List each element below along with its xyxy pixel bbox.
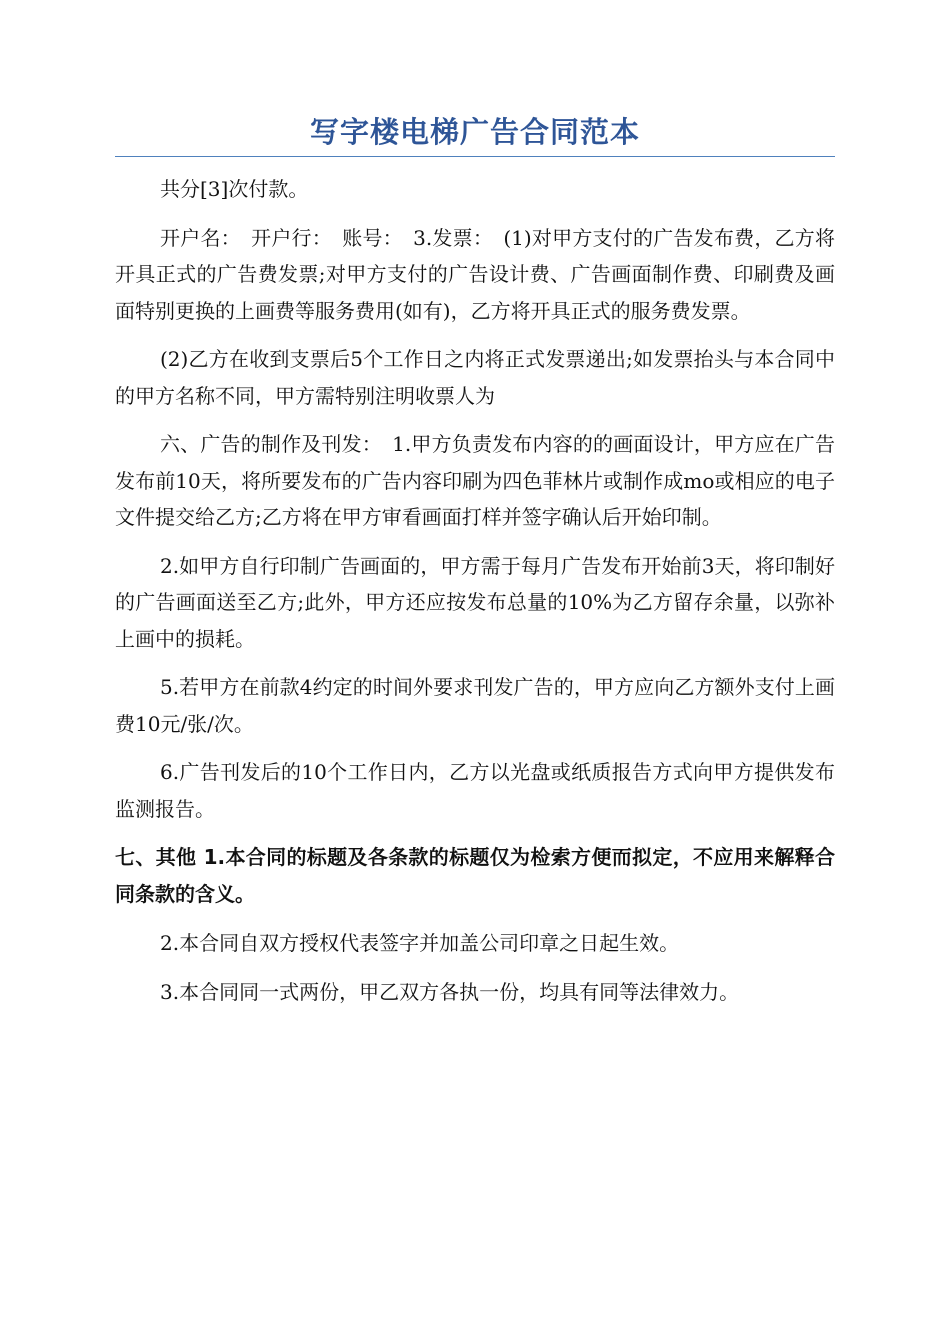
title-underline bbox=[115, 156, 835, 157]
paragraph-section-seven-other: 七、其他 1.本合同的标题及各条款的标题仅为检索方便而拟定，不应用来解释合同条款的含义。 bbox=[115, 845, 835, 906]
paragraph-monitoring-report: 6.广告刊发后的10个工作日内，乙方以光盘或纸质报告方式向甲方提供发布监测报告。 bbox=[115, 760, 835, 821]
paragraph-section-six-production: 六、广告的制作及刊发： 1.甲方负责发布内容的的画面设计，甲方应在广告发布前10天，将所要发布的广告内容印刷为四色菲林片或制作成mo或相应的电子文件提交给乙方;乙方将在甲方审看画面打样并签字确认后开始印制。 bbox=[115, 432, 835, 529]
document-page bbox=[115, 112, 835, 1022]
paragraph-payment-installments: 共分[3]次付款。 bbox=[160, 177, 309, 201]
document-title: 写字楼电梯广告合同范本 bbox=[309, 115, 640, 149]
paragraph-self-printing: 2.如甲方自行印制广告画面的，甲方需于每月广告发布开始前3天，将印制好的广告画面送至乙方;此外，甲方还应按发布总量的10%为乙方留存余量，以弥补上画中的损耗。 bbox=[115, 553, 835, 651]
paragraph-effective-date: 2.本合同自双方授权代表签字并加盖公司印章之日起生效。 bbox=[160, 931, 680, 955]
paragraph-invoice-delivery: (2)乙方在收到支票后5个工作日之内将正式发票递出;如发票抬头与本合同中的甲方名称不同，甲方需特别注明收票人为 bbox=[115, 347, 835, 408]
paragraph-account-invoice: 开户名： 开户行： 账号： 3.发票： (1)对甲方支付的广告发布费，乙方将开具正式的广告费发票;对甲方支付的广告设计费、广告画面制作费、印刷费及画面特别更换的上画费等服务费用(如有)，乙方将开具正式的服务费发票。 bbox=[115, 225, 835, 323]
paragraph-copies: 3.本合同同一式两份，甲乙双方各执一份，均具有同等法律效力。 bbox=[160, 979, 740, 1004]
paragraph-extra-fee: 5.若甲方在前款4约定的时间外要求刊发广告的，甲方应向乙方额外支付上画费10元/张/次。 bbox=[115, 675, 835, 736]
